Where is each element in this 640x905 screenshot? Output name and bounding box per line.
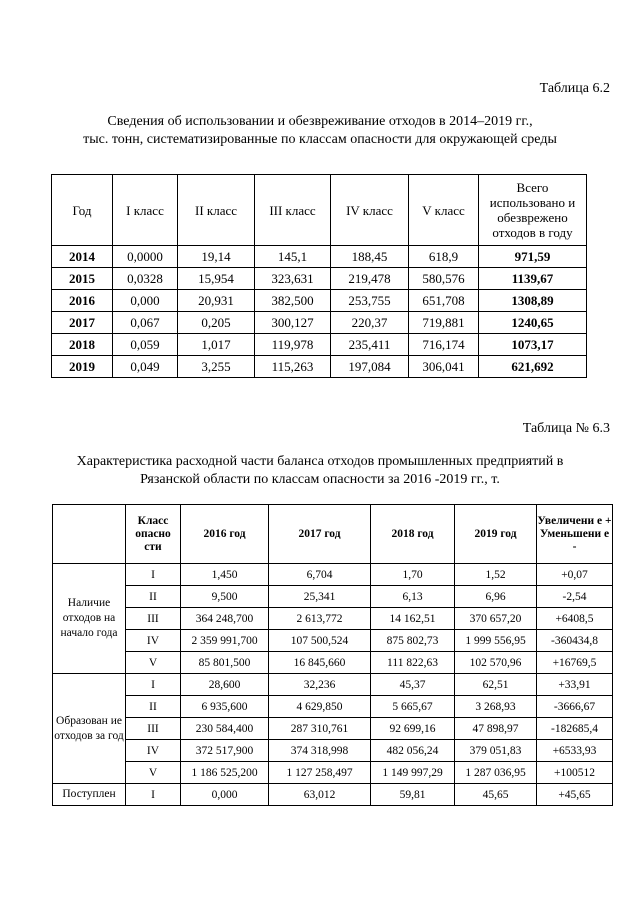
table-row (52, 268, 587, 290)
cell: 119,978 (255, 334, 331, 356)
cell-total: 621,692 (479, 356, 587, 378)
table2-title-line1: Характеристика расходной части баланса отходов промышленных предприятий в (76, 454, 564, 469)
table-row (53, 696, 613, 718)
cell: 1 287 036,95 (455, 762, 537, 784)
cell: 379 051,83 (455, 740, 537, 762)
header-empty (53, 505, 126, 564)
header-change: Увеличени е + Уменьшени е - (537, 505, 613, 564)
header-total: Всего использовано и обезврежено отходов в году (479, 175, 587, 246)
cell: 0,049 (113, 356, 178, 378)
cell: 45,37 (371, 674, 455, 696)
cell-class: III (126, 608, 181, 630)
cell: 372 517,900 (181, 740, 269, 762)
cell: 651,708 (409, 290, 479, 312)
cell: 14 162,51 (371, 608, 455, 630)
cell: 0,067 (113, 312, 178, 334)
header-2016: 2016 год (181, 505, 269, 564)
cell: 618,9 (409, 246, 479, 268)
cell: 6 935,600 (181, 696, 269, 718)
cell: 323,631 (255, 268, 331, 290)
cell: 3,255 (178, 356, 255, 378)
cell: 15,954 (178, 268, 255, 290)
cell: 1,52 (455, 564, 537, 586)
table-row (53, 718, 613, 740)
header-class-2: II класс (178, 175, 255, 246)
cell: 235,411 (331, 334, 409, 356)
cell: -360434,8 (537, 630, 613, 652)
table-row (52, 290, 587, 312)
table-row (53, 784, 613, 806)
cell: 20,931 (178, 290, 255, 312)
cell: +6533,93 (537, 740, 613, 762)
cell: +33,91 (537, 674, 613, 696)
cell: 482 056,24 (371, 740, 455, 762)
cell-total: 1139,67 (479, 268, 587, 290)
table2-title-line2: Рязанской области по классам опасности за 2016 -2019 гг., т. (140, 472, 500, 487)
table-header-row (53, 505, 613, 564)
table-row (53, 674, 613, 696)
table-row (53, 652, 613, 674)
header-2018: 2018 год (371, 505, 455, 564)
cell: +100512 (537, 762, 613, 784)
cell-class: III (126, 718, 181, 740)
cell: 5 665,67 (371, 696, 455, 718)
cell: 0,059 (113, 334, 178, 356)
header-class-1: I класс (113, 175, 178, 246)
table-row (53, 608, 613, 630)
cell: 875 802,73 (371, 630, 455, 652)
cell: 2 359 991,700 (181, 630, 269, 652)
cell: 19,14 (178, 246, 255, 268)
table-row (53, 586, 613, 608)
cell: 102 570,96 (455, 652, 537, 674)
cell-class: II (126, 696, 181, 718)
cell: 382,500 (255, 290, 331, 312)
table-header-row (52, 175, 587, 246)
cell: 0,205 (178, 312, 255, 334)
cell: 63,012 (269, 784, 371, 806)
cell: 6,13 (371, 586, 455, 608)
cell: -182685,4 (537, 718, 613, 740)
cell-class: IV (126, 630, 181, 652)
cell-total: 1073,17 (479, 334, 587, 356)
cell-year: 2014 (52, 246, 113, 268)
cell-class: V (126, 652, 181, 674)
group-label-received: Поступлен (53, 784, 126, 806)
table-row (53, 564, 613, 586)
cell: 1 186 525,200 (181, 762, 269, 784)
cell-year: 2018 (52, 334, 113, 356)
cell: 0,000 (113, 290, 178, 312)
cell: 306,041 (409, 356, 479, 378)
cell: 1,017 (178, 334, 255, 356)
cell: 0,000 (181, 784, 269, 806)
cell: 0,0000 (113, 246, 178, 268)
cell: +45,65 (537, 784, 613, 806)
cell: 287 310,761 (269, 718, 371, 740)
group-label-generated: Образован ие отходов за год (53, 674, 126, 784)
cell: 32,236 (269, 674, 371, 696)
cell-class: I (126, 784, 181, 806)
cell: 1 999 556,95 (455, 630, 537, 652)
cell: 1,450 (181, 564, 269, 586)
table2-label: Таблица № 6.3 (522, 421, 610, 436)
cell: -2,54 (537, 586, 613, 608)
cell: 115,263 (255, 356, 331, 378)
group-label-initial-stock: Наличие отходов на начало года (53, 564, 126, 674)
header-class-5: V класс (409, 175, 479, 246)
table-row (52, 334, 587, 356)
cell: +6408,5 (537, 608, 613, 630)
header-hazard-class: Класс опасно сти (126, 505, 181, 564)
cell: 2 613,772 (269, 608, 371, 630)
cell: 25,341 (269, 586, 371, 608)
cell: 85 801,500 (181, 652, 269, 674)
header-class-3: III класс (255, 175, 331, 246)
cell-class: IV (126, 740, 181, 762)
table-row (53, 762, 613, 784)
cell: 107 500,524 (269, 630, 371, 652)
table-waste-balance (52, 504, 613, 806)
cell: 111 822,63 (371, 652, 455, 674)
cell: 253,755 (331, 290, 409, 312)
cell: 719,881 (409, 312, 479, 334)
cell: 1,70 (371, 564, 455, 586)
cell: 62,51 (455, 674, 537, 696)
table-row (52, 312, 587, 334)
cell: 300,127 (255, 312, 331, 334)
cell-year: 2015 (52, 268, 113, 290)
cell-year: 2017 (52, 312, 113, 334)
cell-class: I (126, 674, 181, 696)
cell: 580,576 (409, 268, 479, 290)
cell: +0,07 (537, 564, 613, 586)
cell: 0,0328 (113, 268, 178, 290)
cell-class: I (126, 564, 181, 586)
cell: 16 845,660 (269, 652, 371, 674)
cell: 364 248,700 (181, 608, 269, 630)
table-row (52, 356, 587, 378)
table1-title-line1: Сведения об использовании и обезвреживание отходов в 2014–2019 гг., (107, 114, 533, 129)
cell-year: 2016 (52, 290, 113, 312)
cell: 374 318,998 (269, 740, 371, 762)
cell: 1 149 997,29 (371, 762, 455, 784)
table-row (53, 630, 613, 652)
cell: 45,65 (455, 784, 537, 806)
cell: 47 898,97 (455, 718, 537, 740)
cell: 219,478 (331, 268, 409, 290)
header-2017: 2017 год (269, 505, 371, 564)
cell: 197,084 (331, 356, 409, 378)
cell: 6,96 (455, 586, 537, 608)
table-row (53, 740, 613, 762)
cell: +16769,5 (537, 652, 613, 674)
cell: 145,1 (255, 246, 331, 268)
header-year: Год (52, 175, 113, 246)
cell: 59,81 (371, 784, 455, 806)
cell: 370 657,20 (455, 608, 537, 630)
cell-class: V (126, 762, 181, 784)
cell: 28,600 (181, 674, 269, 696)
header-class-4: IV класс (331, 175, 409, 246)
cell-class: II (126, 586, 181, 608)
cell-total: 1240,65 (479, 312, 587, 334)
cell: 9,500 (181, 586, 269, 608)
cell: 3 268,93 (455, 696, 537, 718)
cell: 4 629,850 (269, 696, 371, 718)
cell: 1 127 258,497 (269, 762, 371, 784)
cell: -3666,67 (537, 696, 613, 718)
table1-title-line2: тыс. тонн, систематизированные по классам опасности для окружающей среды (83, 132, 557, 147)
cell: 220,37 (331, 312, 409, 334)
cell: 6,704 (269, 564, 371, 586)
cell: 92 699,16 (371, 718, 455, 740)
cell-year: 2019 (52, 356, 113, 378)
table-waste-usage (51, 174, 587, 378)
cell-total: 1308,89 (479, 290, 587, 312)
cell-total: 971,59 (479, 246, 587, 268)
table1-label: Таблица 6.2 (539, 81, 610, 96)
header-2019: 2019 год (455, 505, 537, 564)
table-row (52, 246, 587, 268)
cell: 188,45 (331, 246, 409, 268)
cell: 230 584,400 (181, 718, 269, 740)
cell: 716,174 (409, 334, 479, 356)
